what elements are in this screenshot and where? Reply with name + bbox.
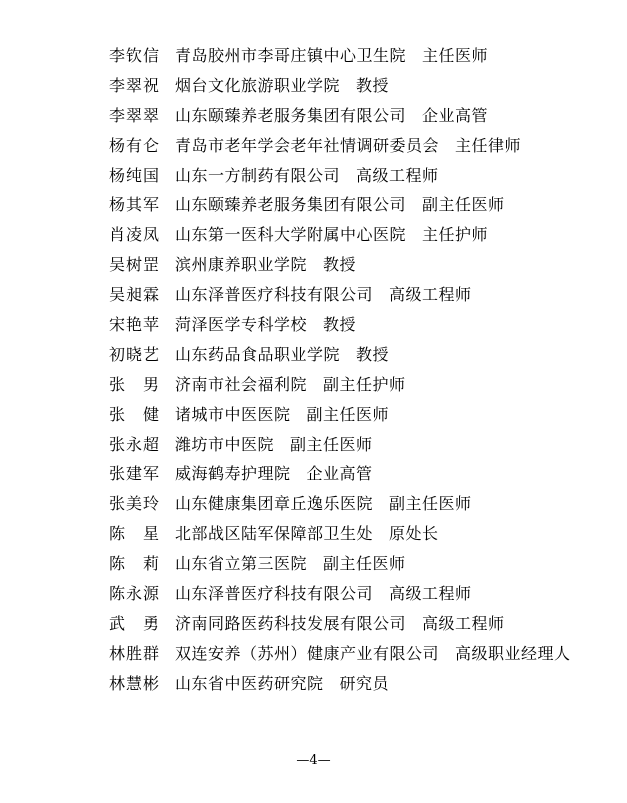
member-organization: 菏泽医学专科学校 (175, 315, 308, 335)
page-number: —4— (296, 753, 331, 768)
member-name: 武 勇 (109, 613, 161, 633)
list-item (109, 310, 609, 340)
member-organization: 山东健康集团章丘逸乐医院 (175, 494, 374, 514)
member-title: 副主任医师 (389, 494, 472, 514)
member-organization: 山东第一医科大学附属中心医院 (175, 225, 407, 245)
member-organization: 青岛市老年学会老年社情调研委员会 (175, 135, 440, 155)
list-item (109, 220, 609, 250)
list-item (109, 190, 609, 220)
member-organization: 潍坊市中医院 (175, 434, 275, 454)
member-title: 研究员 (339, 673, 390, 693)
member-name: 张美玲 (109, 494, 161, 514)
member-title: 副主任医师 (290, 434, 373, 454)
list-item (109, 71, 609, 101)
member-title: 副主任护师 (323, 374, 406, 394)
list-item (109, 131, 609, 161)
member-organization: 山东颐臻养老服务集团有限公司 (175, 195, 407, 215)
member-name: 张 男 (109, 374, 161, 394)
list-item (109, 489, 609, 519)
list-item (109, 669, 609, 699)
member-name: 初晓艺 (109, 344, 161, 364)
member-title: 原处长 (389, 524, 439, 544)
member-name: 林慧彬 (109, 673, 161, 693)
list-item (109, 370, 609, 400)
member-organization: 山东泽普医疗科技有限公司 (175, 584, 374, 604)
member-name: 吴树罡 (109, 255, 161, 275)
list-item (109, 459, 609, 489)
member-title: 副主任医师 (422, 195, 505, 215)
list-item (109, 41, 609, 71)
member-organization: 青岛胶州市李哥庄镇中心卫生院 (175, 46, 407, 65)
member-title: 教授 (356, 344, 390, 364)
member-name: 陈 星 (109, 524, 161, 544)
member-name: 肖凌凤 (109, 225, 161, 245)
list-item (109, 549, 609, 579)
member-organization: 山东药品食品职业学院 (175, 344, 341, 364)
list-item (109, 579, 609, 609)
member-name: 林胜群 (109, 643, 161, 663)
list-item (109, 430, 609, 460)
member-title: 教授 (323, 255, 357, 275)
member-title: 高级工程师 (422, 613, 505, 633)
member-organization: 烟台文化旅游职业学院 (175, 75, 341, 95)
list-item (109, 400, 609, 430)
list-item (109, 250, 609, 280)
member-name: 宋艳苹 (109, 315, 161, 335)
member-name: 杨纯国 (109, 165, 161, 185)
list-item (109, 280, 609, 310)
member-title: 高级工程师 (356, 165, 439, 185)
member-organization: 济南市社会福利院 (175, 374, 308, 394)
member-name: 李钦信 (109, 46, 161, 65)
list-item (109, 519, 609, 549)
member-title: 高级工程师 (389, 285, 472, 305)
member-title: 企业高管 (306, 464, 373, 484)
member-organization: 双连安养（苏州）健康产业有限公司 (175, 643, 440, 663)
member-organization: 滨州康养职业学院 (175, 255, 308, 275)
member-organization: 济南同路医药科技发展有限公司 (175, 613, 407, 633)
member-name: 陈 莉 (109, 554, 161, 574)
member-organization: 山东泽普医疗科技有限公司 (175, 285, 374, 305)
member-organization: 山东一方制药有限公司 (175, 165, 341, 185)
member-organization: 北部战区陆军保障部卫生处 (175, 524, 374, 544)
member-name: 杨有仑 (109, 135, 161, 155)
member-name: 陈永源 (109, 584, 161, 604)
member-name: 杨其军 (109, 195, 161, 215)
member-title: 教授 (323, 315, 357, 335)
member-organization: 山东颐臻养老服务集团有限公司 (175, 105, 407, 125)
member-name: 李翠祝 (109, 75, 161, 95)
member-name: 李翠翠 (109, 105, 161, 125)
list-item (109, 639, 609, 669)
member-name: 张永超 (109, 434, 161, 454)
member-title: 高级工程师 (389, 584, 472, 604)
list-item (109, 609, 609, 639)
member-organization: 山东省立第三医院 (175, 554, 308, 574)
member-title: 副主任医师 (323, 554, 406, 574)
member-title: 副主任医师 (306, 404, 390, 424)
member-title: 教授 (356, 75, 390, 95)
member-organization: 诸城市中医医院 (175, 404, 291, 424)
member-organization: 威海鹤寿护理院 (175, 464, 291, 484)
member-organization: 山东省中医药研究院 (175, 673, 324, 693)
member-title: 企业高管 (422, 105, 489, 125)
member-title: 主任律师 (455, 135, 522, 155)
list-item (109, 101, 609, 131)
list-item (109, 161, 609, 191)
member-list (109, 41, 609, 699)
list-item (109, 340, 609, 370)
member-title: 主任医师 (422, 46, 489, 65)
member-title: 高级职业经理人 (455, 643, 571, 663)
member-name: 张建军 (109, 464, 161, 484)
member-title: 主任护师 (422, 225, 489, 245)
member-name: 张 健 (109, 404, 161, 424)
member-name: 吴昶霖 (109, 285, 161, 305)
